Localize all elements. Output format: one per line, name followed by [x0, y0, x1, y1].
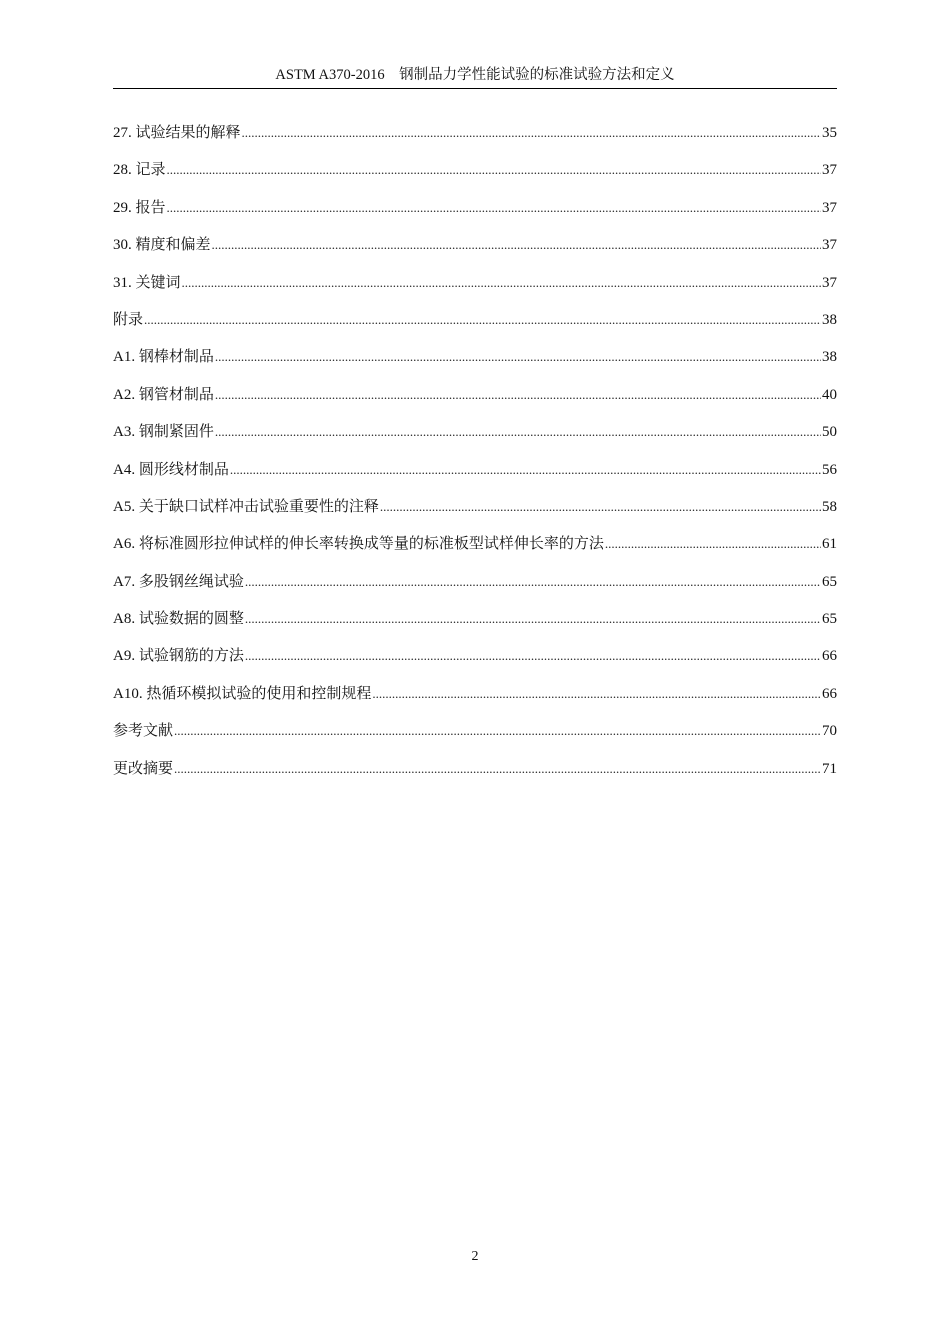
toc-entry-label: A7. 多股钢丝绳试验: [113, 573, 244, 590]
toc-entry-page: 66: [822, 685, 837, 702]
toc-entry-a9[interactable]: [113, 643, 837, 680]
toc-entry-page: 35: [822, 125, 837, 141]
toc-dot-leader: [230, 457, 821, 483]
toc-entry-a3[interactable]: [113, 419, 837, 456]
toc-dot-leader: [215, 344, 821, 370]
toc-dot-leader: [245, 606, 821, 632]
table-of-contents: [113, 120, 837, 793]
toc-entry-27[interactable]: [113, 120, 837, 157]
toc-entry-label: 31. 关键词: [113, 274, 181, 291]
toc-entry-page: 71: [822, 760, 837, 777]
toc-entry-change-summary[interactable]: [113, 756, 837, 793]
toc-dot-leader: [380, 494, 821, 520]
toc-entry-label: 30. 精度和偏差: [113, 237, 211, 254]
toc-entry-a7[interactable]: [113, 569, 837, 606]
toc-entry-label: 28. 记录: [113, 162, 166, 179]
toc-entry-a4[interactable]: [113, 457, 837, 494]
toc-entry-label: 附录: [113, 311, 144, 328]
toc-entry-31[interactable]: [113, 270, 837, 307]
toc-entry-a10[interactable]: [113, 681, 837, 718]
toc-dot-leader: [144, 307, 821, 333]
header-divider: [113, 88, 837, 89]
toc-dot-leader: [174, 718, 821, 744]
toc-entry-references[interactable]: [113, 718, 837, 755]
toc-entry-29[interactable]: [113, 195, 837, 232]
toc-entry-label: A8. 试验数据的圆整: [113, 611, 244, 628]
toc-entry-label: 参考文献: [113, 723, 174, 740]
toc-entry-a1[interactable]: [113, 344, 837, 381]
toc-entry-label: 27. 试验结果的解释: [113, 125, 241, 141]
toc-entry-page: 37: [822, 274, 837, 291]
toc-entry-label: A5. 关于缺口试样冲击试验重要性的注释: [113, 498, 379, 515]
toc-entry-a8[interactable]: [113, 606, 837, 643]
toc-entry-label: 更改摘要: [113, 760, 174, 777]
toc-entry-page: 66: [822, 648, 837, 665]
toc-entry-page: 37: [822, 162, 837, 179]
toc-entry-page: 40: [822, 386, 837, 403]
toc-entry-page: 65: [822, 573, 837, 590]
toc-entry-page: 61: [822, 536, 837, 553]
toc-dot-leader: [212, 232, 821, 258]
toc-entry-page: 65: [822, 611, 837, 628]
toc-dot-leader: [245, 643, 821, 669]
toc-entry-page: 37: [822, 237, 837, 254]
toc-entry-a6[interactable]: [113, 531, 837, 568]
toc-dot-leader: [167, 157, 821, 183]
toc-dot-leader: [242, 120, 821, 146]
toc-entry-label: A2. 钢管材制品: [113, 386, 214, 403]
toc-entry-page: 38: [822, 311, 837, 328]
toc-entry-a5[interactable]: [113, 494, 837, 531]
toc-dot-leader: [215, 419, 821, 445]
toc-dot-leader: [182, 270, 821, 296]
toc-dot-leader: [174, 756, 821, 782]
toc-entry-page: 50: [822, 424, 837, 441]
toc-entry-label: A10. 热循环模拟试验的使用和控制规程: [113, 685, 372, 702]
page-header-title: ASTM A370-2016 钢制品力学性能试验的标准试验方法和定义: [275, 67, 675, 83]
toc-entry-30[interactable]: [113, 232, 837, 269]
toc-entry-label: 29. 报告: [113, 199, 166, 216]
toc-entry-page: 38: [822, 349, 837, 366]
toc-entry-page: 56: [822, 461, 837, 478]
toc-dot-leader: [167, 195, 821, 221]
toc-dot-leader: [372, 681, 821, 707]
toc-dot-leader: [215, 382, 821, 408]
toc-entry-label: A9. 试验钢筋的方法: [113, 648, 244, 665]
toc-entry-label: A3. 钢制紧固件: [113, 424, 214, 441]
toc-entry-28[interactable]: [113, 157, 837, 194]
page-number: 2: [471, 1249, 479, 1264]
toc-entry-appendix[interactable]: [113, 307, 837, 344]
toc-entry-label: A1. 钢棒材制品: [113, 349, 214, 366]
toc-dot-leader: [245, 569, 821, 595]
toc-dot-leader: [605, 531, 821, 557]
toc-entry-label: A6. 将标准圆形拉伸试样的伸长率转换成等量的标准板型试样伸长率的方法: [113, 536, 604, 553]
toc-entry-page: 58: [822, 498, 837, 515]
toc-entry-a2[interactable]: [113, 382, 837, 419]
toc-entry-page: 70: [822, 723, 837, 740]
toc-entry-label: A4. 圆形线材制品: [113, 461, 229, 478]
toc-entry-page: 37: [822, 199, 837, 216]
